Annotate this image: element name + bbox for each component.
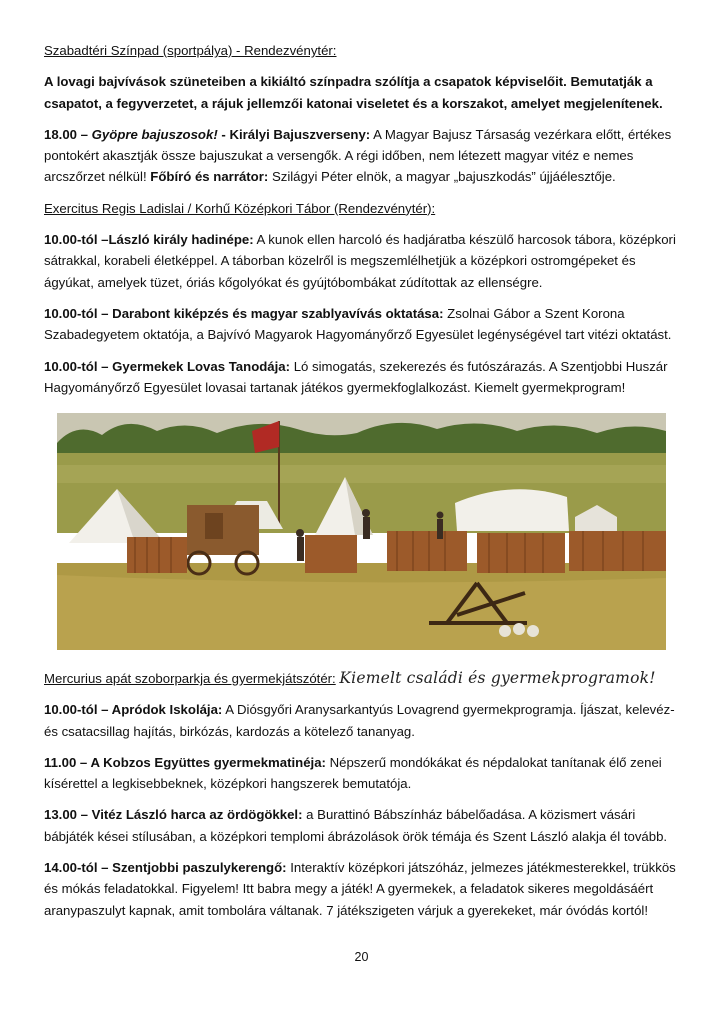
- park-item-title: 13.00 – Vitéz László harca az ördögökkel:: [44, 807, 303, 823]
- park-item-title: 11.00 – A Kobzos Együttes gyermekmatinéja:: [44, 754, 326, 770]
- park-heading: Mercurius apát szoborparkja és gyermekjátszótér:: [44, 671, 336, 686]
- camp-heading: Exercitus Regis Ladislai / Korhű Középkori Tábor (Rendezvénytér):: [44, 200, 436, 216]
- camp-item-text: Zsolnai Gábor a Szent Korona Szabadegyetem oktatója, a Bajvívó Magyarok Hagyományőrző Egyesület legénységével tart vitézi oktatást.: [44, 305, 672, 343]
- camp-item-text: Ló simogatás, szekerezés és futószárazás. A Szentjobbi Huszár Hagyományőrző Egyesület lovasai tartanak játékos gyermekfoglalkozást. Kiemelt gyermekprogram!: [44, 358, 668, 395]
- camp-item-title: 10.00-tól – Gyermekek Lovas Tanodája:: [44, 358, 291, 374]
- mustache-title: Gyöpre bajuszosok!: [91, 126, 218, 142]
- park-item-text: Népszerű mondókákat és népdalokat tanítanak élő zenei kísérettel a legkisebbeknek, középkori hangszerek bemutatója.: [44, 754, 662, 792]
- palisade: [569, 531, 666, 571]
- camp-item-title: 10.00-tól –László király hadinépe:: [44, 232, 254, 248]
- stage-heading: Szabadtéri Színpad (sportpálya) - Rendezvénytér:: [44, 43, 337, 58]
- palisade: [477, 533, 565, 573]
- wagon-door: [205, 513, 223, 539]
- stage-intro: A lovagi bajvívások szüneteiben a kikiáltó színpadra szólítja a csapatok képviselőit. Bemutatják a csapatot, a fegyverzetet, a rájuk jellemzői katonai viseletet és a korszakot, amelyet megjelenítenek.: [44, 74, 663, 111]
- camp-item: [44, 356, 680, 399]
- far-field: [57, 465, 666, 483]
- park-item-title: 10.00-tól – Apródok Iskolája:: [44, 702, 223, 718]
- park-item: [44, 752, 680, 795]
- park-item-text: a Burattinó Bábszínház bábelőadása. A közismert vásári bábjáték kései stílusában, a középkori templomi ábrázolások örök témája és Szent László alakja él tovább.: [44, 807, 668, 844]
- park-highlight: Kiemelt családi és gyermekprogramok!: [339, 669, 656, 687]
- park-item: [44, 699, 680, 742]
- mustache-subtitle: - Királyi Bajuszverseny:: [221, 126, 371, 142]
- camp-illustration: [57, 413, 666, 650]
- camp-item-title: 10.00-tól – Darabont kiképzés és magyar szablyavívás oktatása:: [44, 305, 444, 321]
- park-item-text: Interaktív középkori játszóház, jelmezes játékmesterekkel, trükkös és mókás feladatokkal. Figyelem! Itt babra megy a játék! A gyermekek, a feladatok sikeres megoldásáért aranypaszulyt kapnak, amit tombolára váltanak. 7 játékszigeten várjuk a gyerekeket, már óvódás kortól!: [44, 860, 676, 918]
- mustache-text: A Magyar Bajusz Társaság vezérkara előtt, értékes pontokért akasztják össze bajuszukat a versengők. A régi időben, nem létezett magyar vitéz e nemes arcszőrzet nélkül!: [44, 126, 672, 185]
- document-page: [44, 40, 680, 408]
- park-section: [44, 668, 680, 931]
- mustache-contest: [44, 124, 680, 188]
- palisade: [305, 535, 357, 573]
- mustache-time: 18.00 –: [44, 126, 88, 142]
- camp-item: [44, 229, 680, 293]
- judge-text: Szilágyi Péter elnök, a magyar „bajuszkodás” újjáélesztője.: [271, 169, 616, 185]
- medieval-camp-photo: [57, 413, 666, 650]
- park-item-text: A Diósgyőri Aranysarkantyús Lovagrend gyermekprogramja. Íjászat, kelevéz- és csatacsillag hajítás, birkózás, kardozás a kötelező tananyag.: [44, 702, 675, 739]
- park-item: [44, 804, 680, 847]
- stone-balls: [499, 623, 539, 637]
- palisade: [387, 531, 467, 571]
- camp-item-text: A kunok ellen harcoló és hadjáratba készülő harcosok tábora, középkori sátrakkal, korabeli életképpel. A táborban közelről is megszemlélhetjük a középkori ostromgépeket és ágyúkat, amelyek tüzet, óriás kőgolyókat és gyújtóbombákat zúdítottak az ellenségre.: [44, 232, 676, 290]
- park-item-title: 14.00-tól – Szentjobbi paszulykerengő:: [44, 860, 287, 876]
- palisade: [127, 537, 187, 573]
- camp-item: [44, 303, 680, 346]
- park-heading-line: [44, 668, 680, 689]
- page-number: 20: [354, 950, 369, 964]
- park-item: [44, 857, 680, 921]
- judge-label: Főbíró és narrátor:: [150, 169, 269, 185]
